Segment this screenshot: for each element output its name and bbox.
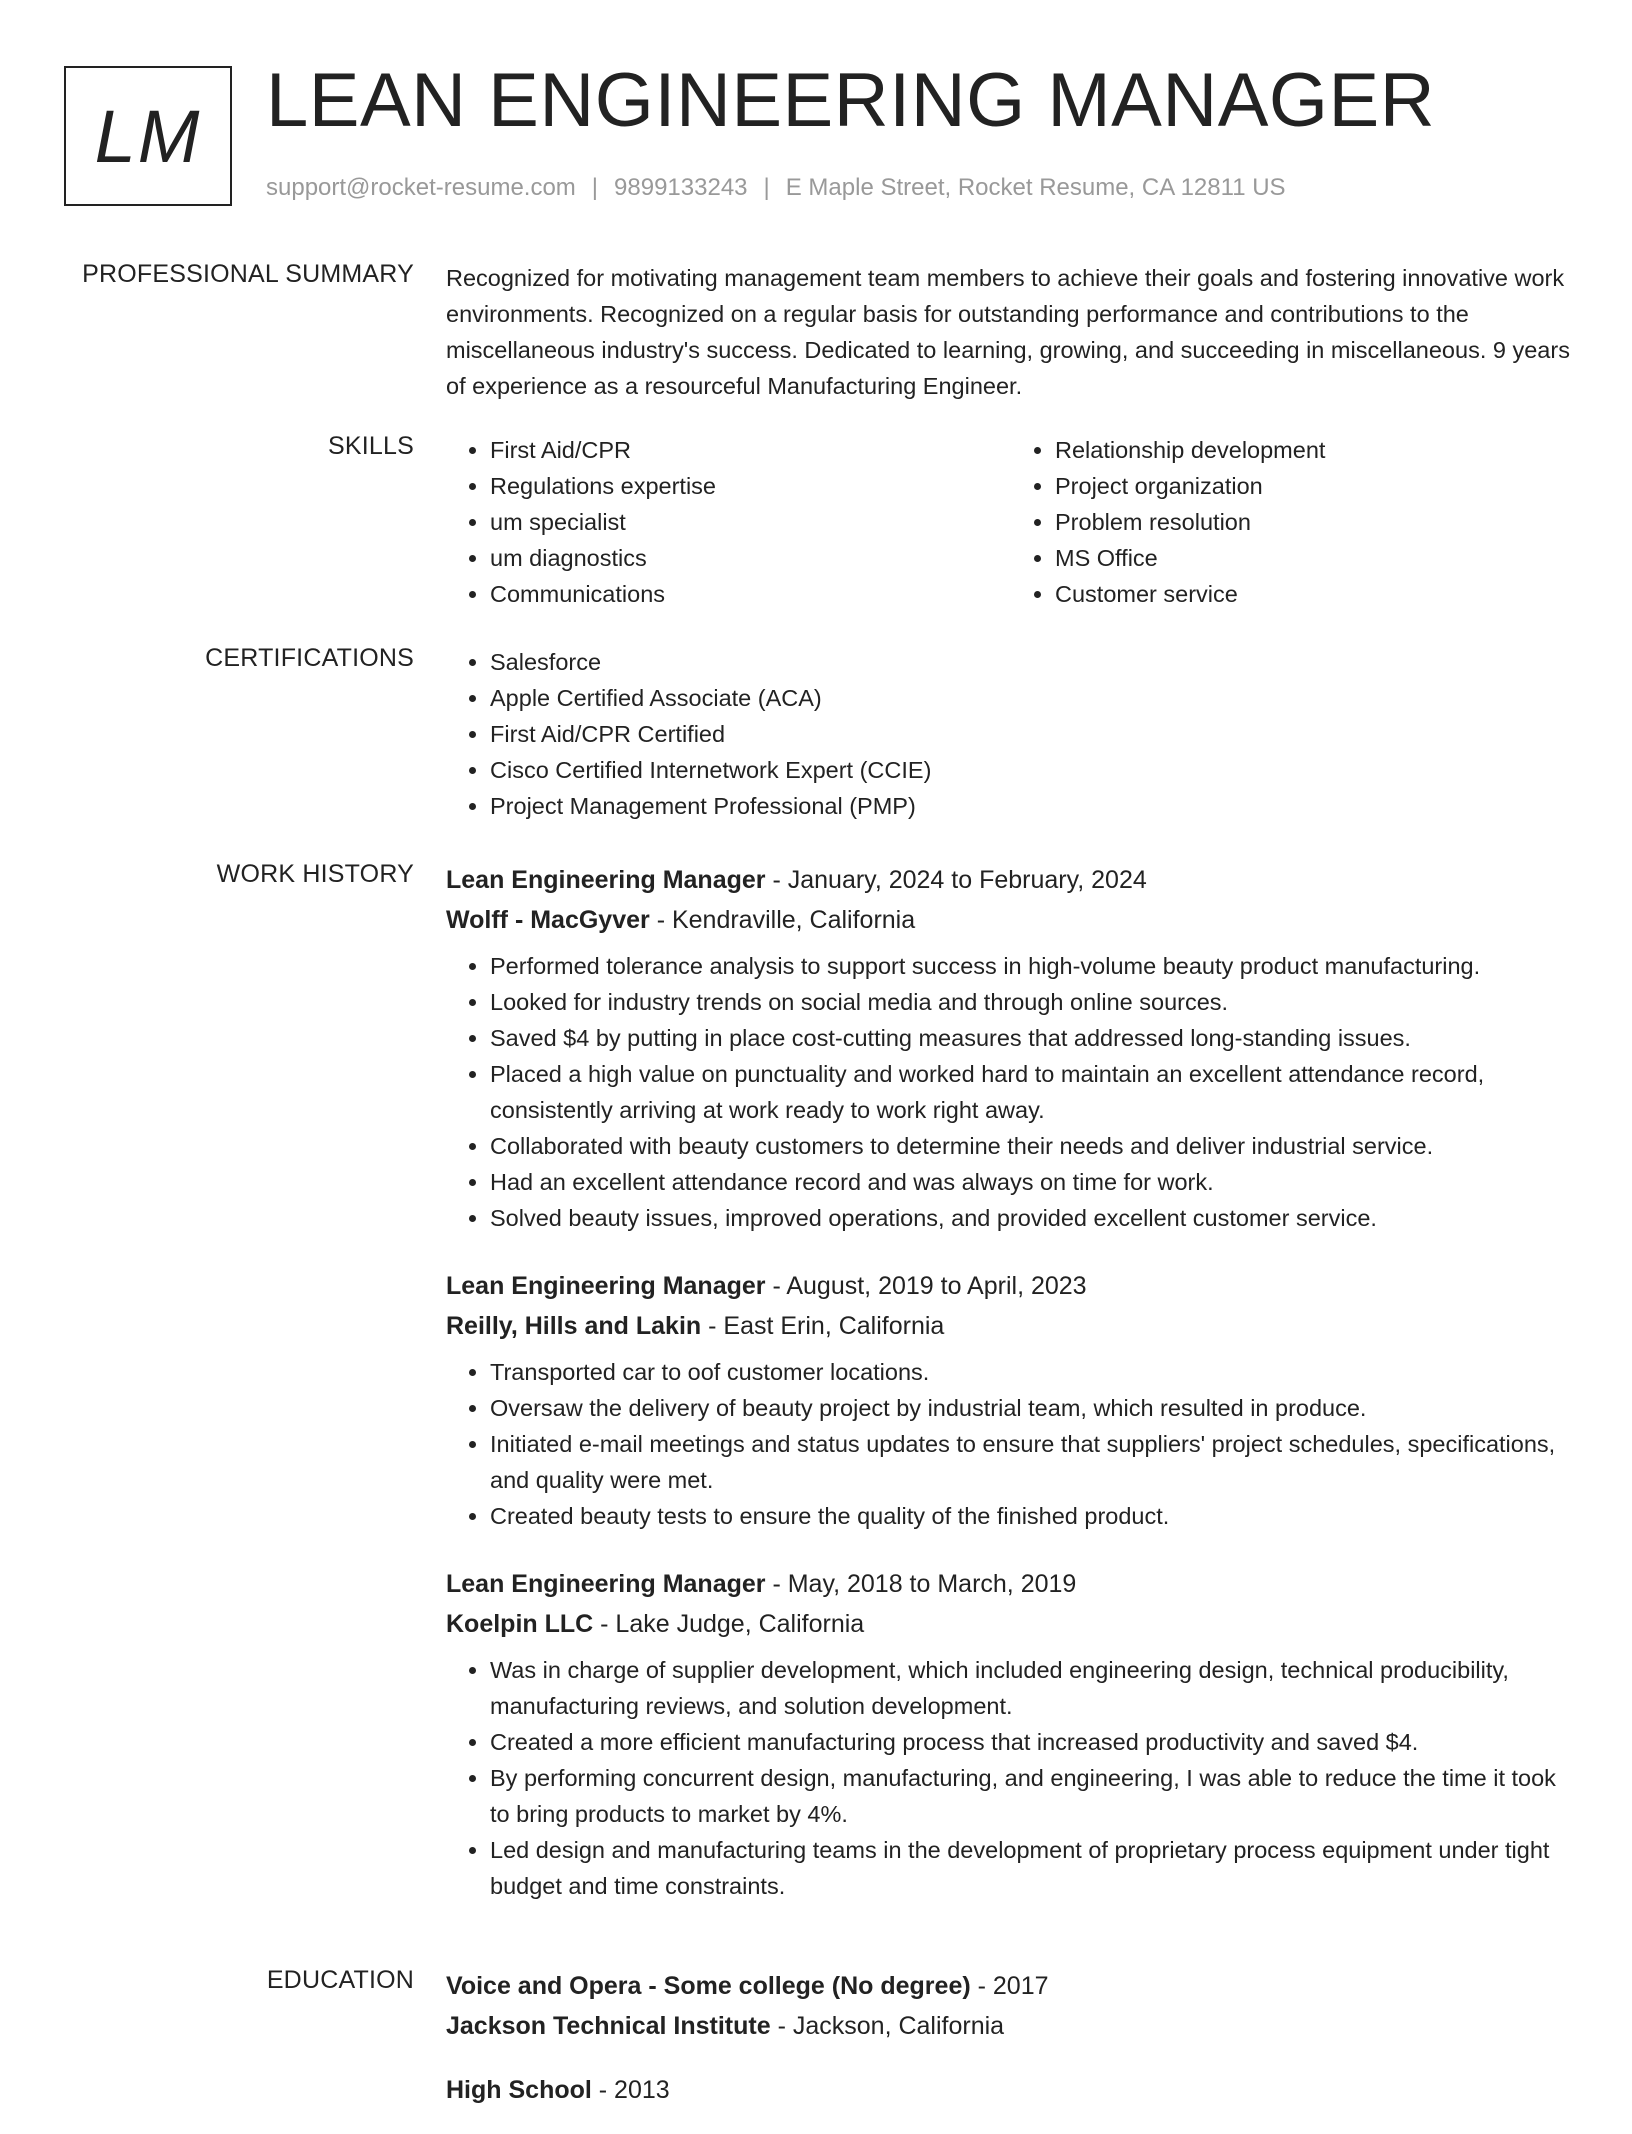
skill-item: • um specialist xyxy=(490,504,1011,540)
summary-text: Recognized for motivating management team members to achieve their goals and fostering innovative work environments. Recognized on a regular basis for outstanding performance and contributions to the miscellaneous industry's success. Dedicated to learning, growing, and succeeding in miscellaneous. 9 years of experience as a resourceful Manufacturing Engineer. xyxy=(446,265,1570,399)
job-bullet: • Led design and manufacturing teams in the development of proprietary process equipment under tight budget and time constraints. xyxy=(490,1832,1576,1904)
job-company-line xyxy=(446,1604,1576,1644)
job-bullet: • By performing concurrent design, manufacturing, and engineering, I was able to reduce the time it took to bring products to market by 4%. xyxy=(490,1760,1576,1832)
job-bullets xyxy=(446,1652,1576,1904)
job-title-line xyxy=(446,1564,1576,1604)
job-location: - Lake Judge, California xyxy=(593,1610,865,1638)
job-bullet: • Transported car to oof customer locations. xyxy=(490,1354,1576,1390)
skill-item: • Customer service xyxy=(1055,576,1576,612)
job-entry xyxy=(446,1564,1576,1904)
certification-item: • Project Management Professional (PMP) xyxy=(490,788,1576,824)
job-company: Wolff - MacGyver xyxy=(446,906,650,934)
summary-heading: PROFESSIONAL SUMMARY xyxy=(82,260,414,288)
education-location: - Jackson, California xyxy=(770,2012,1005,2040)
education-year: - 2017 xyxy=(970,1972,1049,2000)
certifications-content xyxy=(446,644,1576,824)
job-bullet: • Collaborated with beauty customers to determine their needs and deliver industrial service. xyxy=(490,1128,1576,1164)
contact-line xyxy=(266,174,1286,202)
work-history-heading: WORK HISTORY xyxy=(216,860,414,888)
education-degree-line xyxy=(446,2070,1576,2110)
job-title-line xyxy=(446,1266,1576,1306)
skill-item: • MS Office xyxy=(1055,540,1576,576)
job-bullet: • Looked for industry trends on social media and through online sources. xyxy=(490,984,1576,1020)
job-bullet: • Was in charge of supplier development, which included engineering design, technical producibility, manufacturing reviews, and solution development. xyxy=(490,1652,1576,1724)
skill-item: • First Aid/CPR xyxy=(490,432,1011,468)
job-bullet: • Had an excellent attendance record and was always on time for work. xyxy=(490,1164,1576,1200)
certification-item: • Apple Certified Associate (ACA) xyxy=(490,680,1576,716)
skills-content xyxy=(446,432,1576,612)
education-heading: EDUCATION xyxy=(266,1966,414,1994)
certifications-list xyxy=(446,644,1576,824)
job-company-line xyxy=(446,900,1576,940)
job-bullets xyxy=(446,948,1576,1236)
skills-list-right xyxy=(1011,432,1576,612)
job-entry xyxy=(446,1266,1576,1534)
monogram-logo: LM xyxy=(64,66,232,206)
job-bullet: • Saved $4 by putting in place cost-cutting measures that addressed long-standing issues. xyxy=(490,1020,1576,1056)
contact-separator: | xyxy=(763,174,770,201)
education-school-line xyxy=(446,2006,1576,2046)
job-title: Lean Engineering Manager xyxy=(446,866,766,894)
job-location: - Kendraville, California xyxy=(649,906,916,934)
education-entry xyxy=(446,1966,1576,2046)
job-bullets xyxy=(446,1354,1576,1534)
contact-separator: | xyxy=(591,174,599,201)
contact-email: support@rocket-resume.com xyxy=(266,174,576,201)
education-degree: High School xyxy=(446,2076,592,2104)
job-bullet: • Solved beauty issues, improved operations, and provided excellent customer service. xyxy=(490,1200,1576,1236)
education-degree-line xyxy=(446,1966,1576,2006)
job-entry xyxy=(446,860,1576,1236)
job-bullet: • Initiated e-mail meetings and status updates to ensure that suppliers' project schedules, specifications, and quality were met. xyxy=(490,1426,1576,1498)
contact-address: E Maple Street, Rocket Resume, CA 12811 US xyxy=(785,174,1286,201)
contact-phone: 9899133243 xyxy=(614,174,748,201)
job-bullet: • Created beauty tests to ensure the quality of the finished product. xyxy=(490,1498,1576,1534)
certifications-heading: CERTIFICATIONS xyxy=(205,644,414,672)
job-title: Lean Engineering Manager xyxy=(446,1272,766,1300)
skill-item: • Relationship development xyxy=(1055,432,1576,468)
skill-item: • Regulations expertise xyxy=(490,468,1011,504)
education-content xyxy=(446,1966,1576,2134)
education-school: Jackson Technical Institute xyxy=(446,2012,771,2040)
skills-list-left xyxy=(446,432,1011,612)
job-bullet: • Created a more efficient manufacturing process that increased productivity and saved $4. xyxy=(490,1724,1576,1760)
certification-item: • Salesforce xyxy=(490,644,1576,680)
job-bullet: • Oversaw the delivery of beauty project by industrial team, which resulted in produce. xyxy=(490,1390,1576,1426)
job-company: Koelpin LLC xyxy=(446,1610,594,1638)
certification-item: • First Aid/CPR Certified xyxy=(490,716,1576,752)
skill-item: • Project organization xyxy=(1055,468,1576,504)
job-bullet: • Placed a high value on punctuality and worked hard to maintain an excellent attendance record, consistently arriving at work ready to work right away. xyxy=(490,1056,1576,1128)
work-history-content xyxy=(446,860,1576,1934)
skills-heading: SKILLS xyxy=(328,432,414,460)
job-dates: - January, 2024 to February, 2024 xyxy=(765,866,1147,894)
job-bullet: • Performed tolerance analysis to support success in high-volume beauty product manufacturing. xyxy=(490,948,1576,984)
skill-item: • Communications xyxy=(490,576,1011,612)
job-location: - East Erin, California xyxy=(701,1312,945,1340)
job-company-line xyxy=(446,1306,1576,1346)
skill-item: • um diagnostics xyxy=(490,540,1011,576)
job-title: Lean Engineering Manager xyxy=(446,1570,766,1598)
skill-item: • Problem resolution xyxy=(1055,504,1576,540)
education-year: - 2013 xyxy=(591,2076,670,2104)
job-dates: - August, 2019 to April, 2023 xyxy=(765,1272,1087,1300)
education-entry xyxy=(446,2070,1576,2110)
job-dates: - May, 2018 to March, 2019 xyxy=(765,1570,1077,1598)
certification-item: • Cisco Certified Internetwork Expert (CCIE) xyxy=(490,752,1576,788)
job-title-line xyxy=(446,860,1576,900)
candidate-name: LEAN ENGINEERING MANAGER xyxy=(266,58,1436,143)
summary-content xyxy=(446,260,1576,404)
job-company: Reilly, Hills and Lakin xyxy=(446,1312,702,1340)
education-degree: Voice and Opera - Some college (No degree) xyxy=(446,1972,971,2000)
